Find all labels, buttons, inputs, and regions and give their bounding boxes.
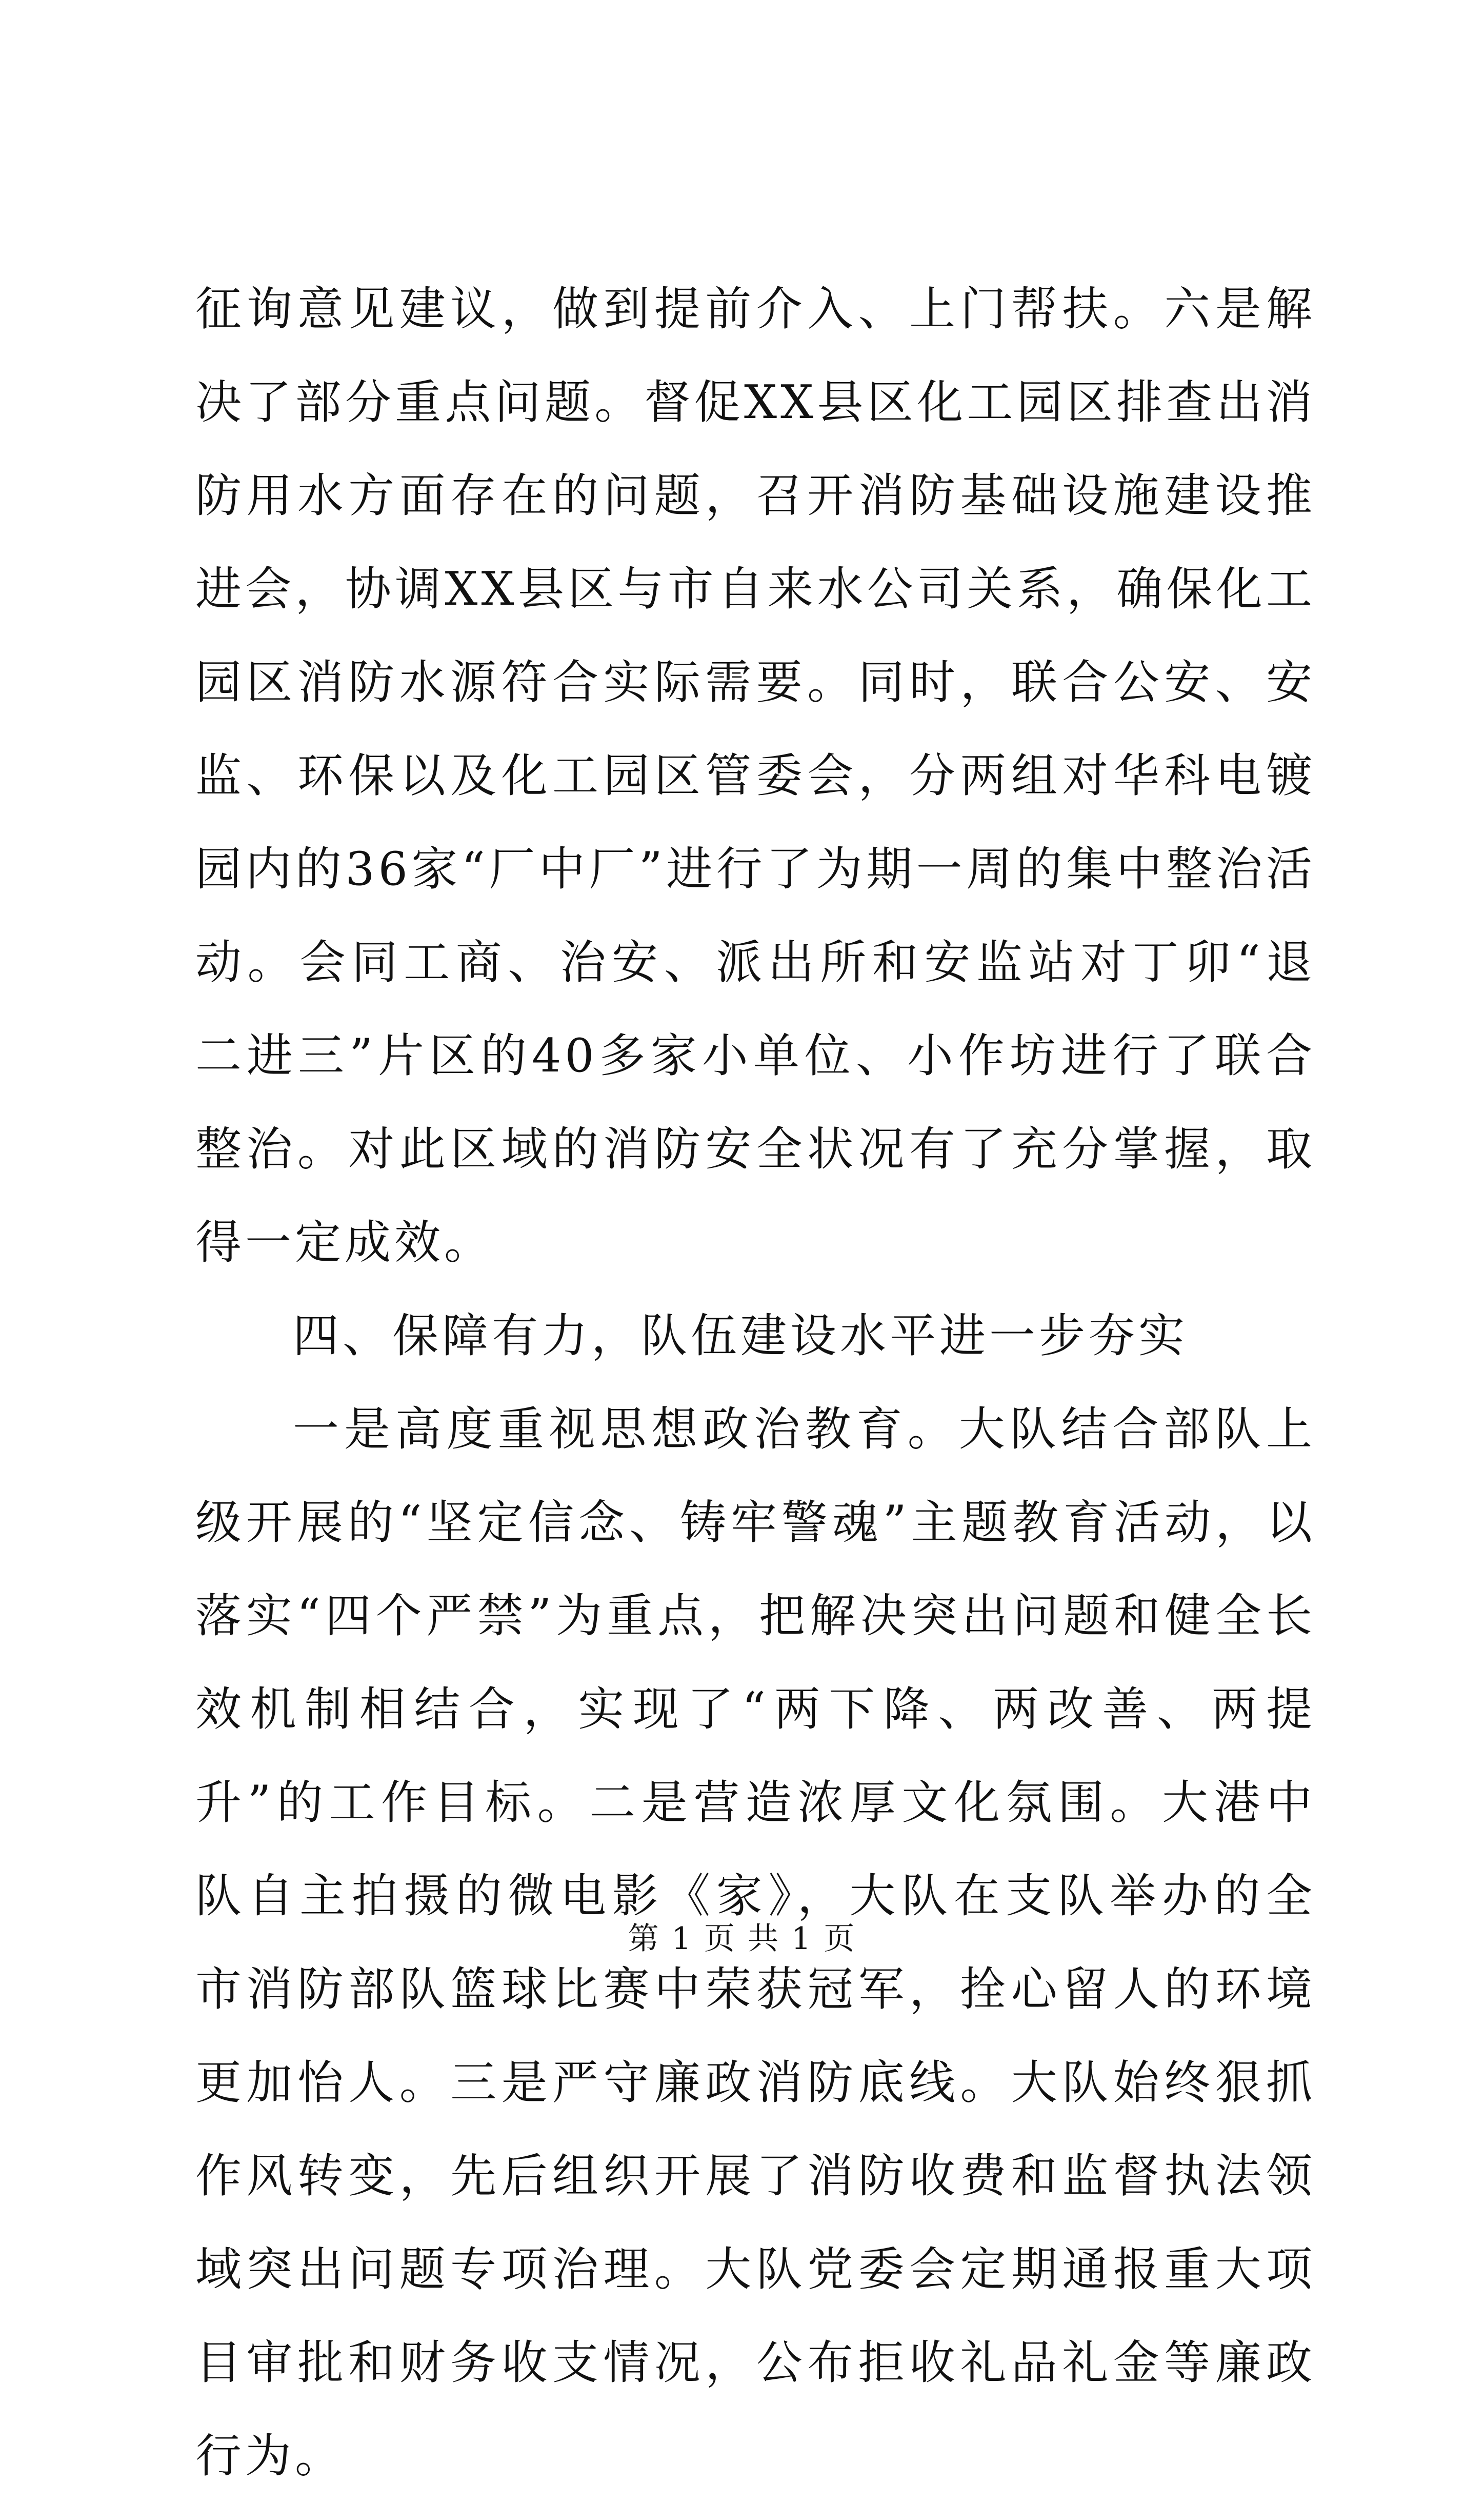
- page-number-label: 第 1 页 共 1 页: [628, 1921, 856, 1957]
- section-heading: 四、保障有力，队伍建设水平进一步夯实: [293, 1309, 1188, 1363]
- paragraph-team-building: 一是高度重视思想政治教育。大队结合部队上级开展的“坚定信念、铸牢警魂”主题教育活动，以落实“四个严禁”为重点，把解决突出问题和健全长效机制相结合，实现了“两下降、两改善、两提升”的工作目标。二是营造浓厚文化氛围。大港中队自主拍摄的微电影《家》，大队在支队举办的全市消防部队篮球比赛中荣获冠军，拴心留人的环境更加怡人。三是严守廉政消防底线。大队始终狠抓作风转变，先后组织开展了消防收费和监督执法领域突出问题专项治理。大队党委会定期通报重大项目审批和财务收支情况，公布拒收礼品礼金等廉政行为。: [195, 1402, 1316, 2483]
- document-body: [195, 263, 1316, 2503]
- page-footer: [0, 1918, 1484, 1959]
- paragraph-continuation: 征询意见建议，做到提前介入、上门帮扶。六是解决了部分重点问题。督促XX县区化工园区排查出消防用水方面存在的问题，召开消防基础设施建设推进会，协调XX县区与市自来水公司关系，确保化工园区消防水源符合实际需要。同时，联合公安、安监、环保以及化工园区管委会，分两组对华科电镀园内的36家“厂中厂”进行了为期一周的集中整治活动。会同工商、治安、派出所和安监站对丁卯“退二进三”片区的40多家小单位、小作坊进行了联合整治。对此区域的消防安全状况有了充分掌握，取得一定成效。: [195, 282, 1316, 1269]
